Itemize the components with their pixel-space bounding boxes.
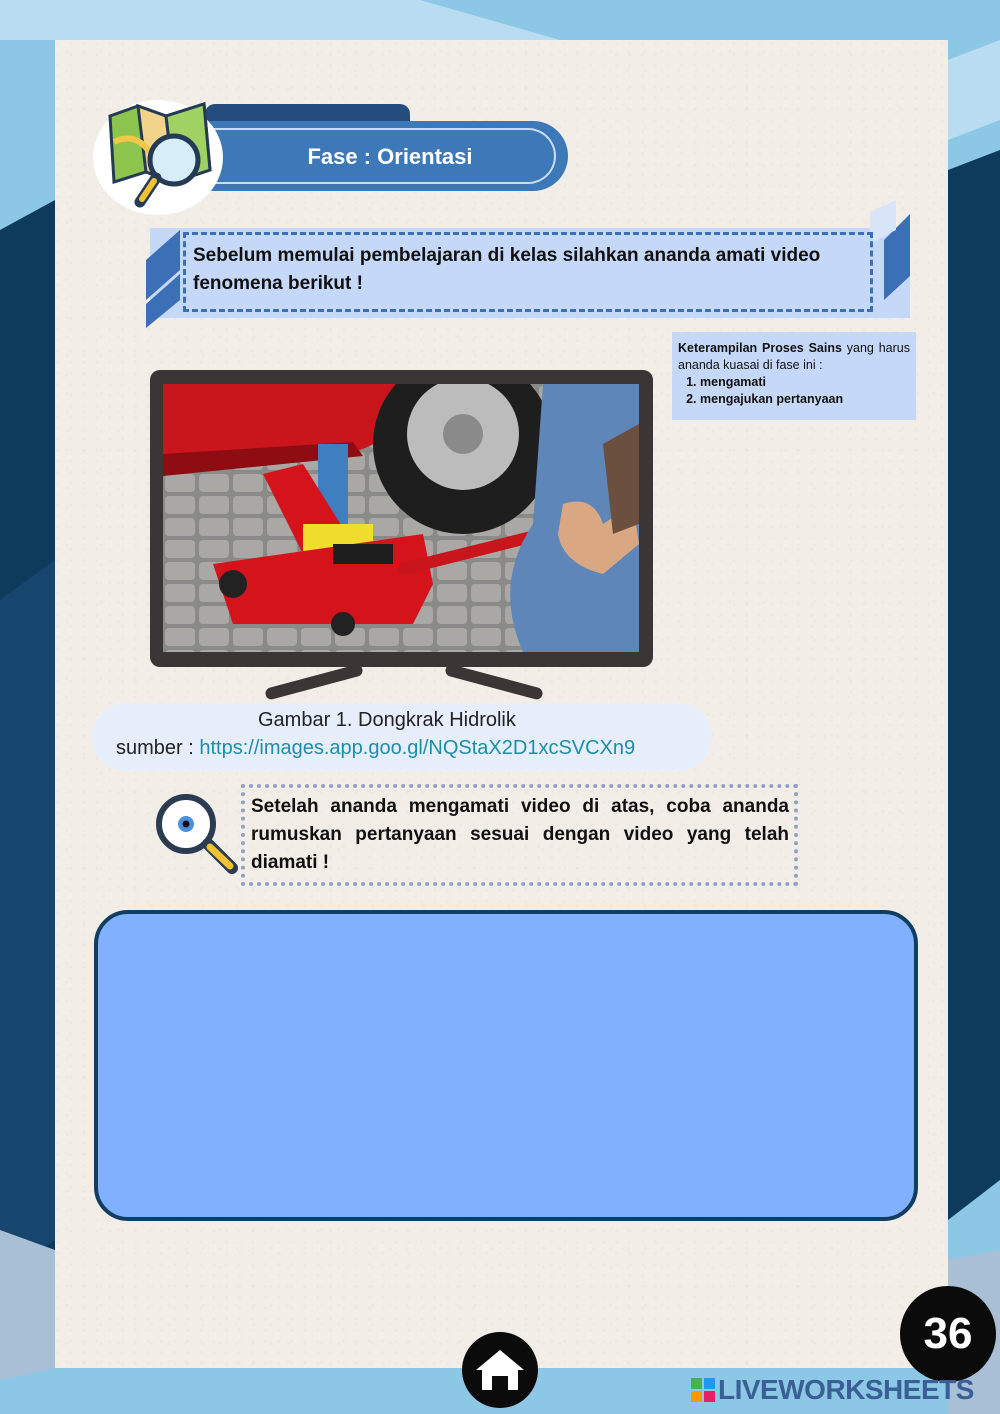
liveworksheets-logo-icon [690, 1377, 716, 1403]
skills-item: 1. mengamati [700, 374, 910, 391]
eye-magnifier-icon [152, 792, 244, 878]
skills-panel [672, 332, 916, 420]
answer-textarea[interactable] [94, 910, 918, 1221]
figure-source [116, 737, 716, 760]
skills-item: 2. mengajukan pertanyaan [700, 391, 910, 408]
map-magnifier-icon [104, 102, 216, 210]
figure-source-link[interactable]: https://images.app.goo.gl/NQStaX2D1xcSVCXn9 [199, 737, 636, 759]
liveworksheets-brand [690, 1373, 974, 1407]
figure-caption: Gambar 1. Dongkrak Hidrolik [258, 709, 516, 731]
skills-subtitle: yang harus ananda kuasai di fase ini : [678, 341, 910, 372]
skills-list [678, 374, 910, 408]
task-text: Setelah ananda mengamati video di atas, coba ananda rumuskan pertanyaan sesuai dengan video yang telah diamati ! [251, 796, 789, 873]
home-button[interactable] [462, 1332, 538, 1408]
phase-title: Fase : Orientasi [307, 144, 473, 169]
page-number: 36 [900, 1286, 996, 1382]
intro-text: Sebelum memulai pembelajaran di kelas silahkan ananda amati video fenomena berikut ! [193, 245, 821, 294]
hydraulic-jack-photo [163, 384, 639, 652]
figure-source-label: sumber : [116, 737, 200, 759]
home-icon [462, 1332, 538, 1408]
skills-title: Keterampilan Proses Sains [678, 341, 842, 355]
brand-text: LIVEWORKSHEETS [718, 1374, 974, 1405]
